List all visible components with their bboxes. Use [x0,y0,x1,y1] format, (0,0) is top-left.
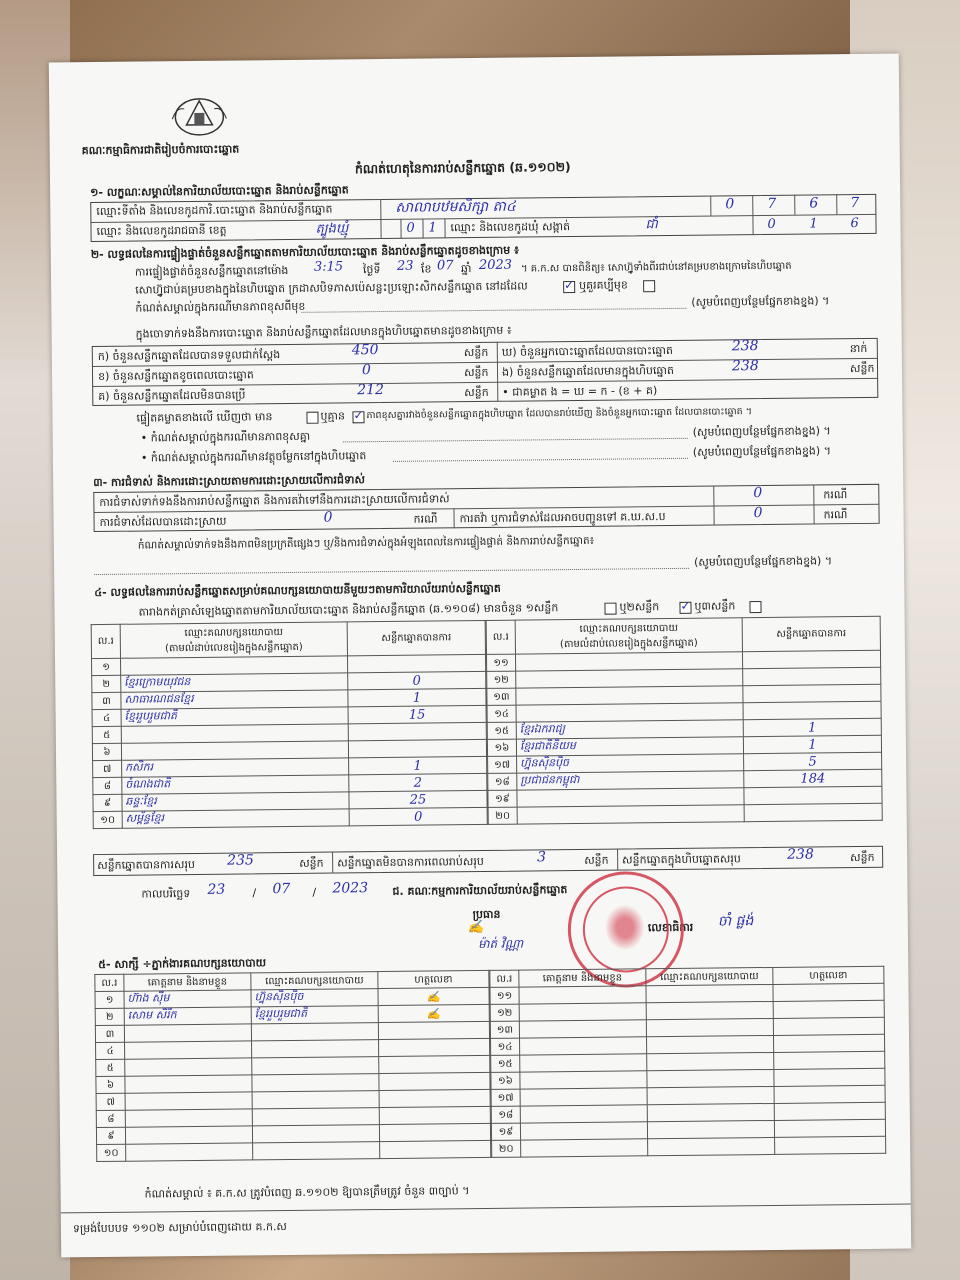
result-votes: 184 [744,769,882,787]
witness-no: ១១ [490,987,519,1004]
total-valid: 235 [227,852,254,869]
sheet-count-intro: តារាងកត់ត្រាសំឡេងឆ្នោតតាមការិយាល័យបោះឆ្នោត និងរាប់សន្លឹកឆ្នោត (ឆ.១១០៨) មានចំនួន ១សន្លឹក [138,601,559,619]
sec4-heading: ៤- លទ្ធផលនៃការរាប់សន្លឹកឆ្នោតសម្រាប់គណបក្សនយោបាយនីមួយៗតាមការិយាល័យរាប់សន្លឹកឆ្នោត [94,581,501,600]
witness-name [125,1058,252,1076]
site-label: ឈ្មោះទីតាំង និងលេខកូដការិ.បោះឆ្នោត និងរាប់សន្លឹកឆ្នោត [96,202,333,218]
witness-name [521,1139,648,1157]
witness-table-right [489,966,886,1158]
results-table-right [486,616,883,825]
total-invalid-label: សន្លឹកឆ្នោតមិនបានការពេលរាប់សរុប [337,854,484,870]
w-col-no: ល.រ [490,970,519,987]
result-party: ខ្មែរជាតិនិយម [516,737,743,756]
kha-unit: សន្លឹក [463,365,489,380]
province-label: ឈ្មោះ និងលេខកូដរាជធានី ខេត្ត [96,223,227,238]
witness-signature [773,983,884,1001]
result-no: ១ [92,658,121,675]
result-votes [347,654,485,672]
changed-checkbox[interactable] [643,280,655,292]
witness-party [252,1091,379,1109]
commune-value: ជាំ [645,217,658,233]
total-box-label: សន្លឹកឆ្នោតក្នុងហិបឆ្នោតសរុប [622,852,741,867]
result-votes [743,667,881,685]
result-votes: 0 [349,807,487,825]
result-party: ឆន្ទៈខ្មែរ [122,792,349,811]
witness-row [97,1140,491,1161]
result-no: ២០ [488,807,517,824]
verify-line-2: សោហ្វ៊ូជាប់គម្របខាងក្នុងនៃហិបឆ្នោត ក្រដាសបិទភាសប៉េសន្លះប្រឡោះសិកសន្លឹកឆ្នោត នៅដដែល [135,279,528,297]
witness-signature [775,1136,886,1154]
sec5-heading: ៥- សាក្សី ÷ភ្នាក់ងារគណបក្សនយោបាយ [98,956,267,972]
result-no: ៣ [92,692,121,709]
date-month: 07 [272,881,291,898]
result-row [488,803,882,824]
w-col-sig: ហត្ថលេខា [773,966,884,984]
witness-party [646,1018,773,1036]
total-invalid: 3 [537,849,547,866]
form-title: កំណត់ហេតុនៃការរាប់សន្លឹកឆ្នោត (ឆ.១១០២) [354,159,571,177]
objection-unit: ករណី [823,488,848,502]
date-year: 2023 [332,880,369,897]
result-no: ៩ [93,794,122,811]
witness-party [252,1125,379,1143]
two-sheet-checkbox[interactable] [679,602,691,614]
result-party: ខ្មែរក្រោមយុវជន [121,673,348,692]
result-row [93,807,487,828]
witness-signature [774,1119,885,1137]
witness-name [520,1037,647,1055]
witness-party: ខ្មែររួបរួមជាតិ [251,1006,378,1024]
object-bullet: • កំណត់សម្គាល់ក្នុងករណីមានវត្ថុចម្លែកនៅក្នុងហិបឆ្នោត [140,449,367,465]
witness-party [252,1108,379,1126]
three-sheet-checkbox[interactable] [749,601,761,613]
unchanged-checkbox[interactable] [563,281,575,293]
witness-signature [379,1038,490,1056]
result-no: ១៤ [487,705,516,722]
witness-signature [379,1123,490,1141]
ngo-label: ង) ចំនួនសន្លឹកឆ្នោតដែលមានក្នុងហិបឆ្នោត [501,363,674,379]
witness-no: ៤ [96,1042,125,1059]
footer-note: កំណត់សម្គាល់ ៖ គ.ក.ស ត្រូវបំពេញ ឆ.១១០២ ឱ្យបានត្រឹមត្រូវ ចំនួន ៣ច្បាប់ ។ [144,1184,470,1201]
witness-signature [773,1000,884,1018]
site-code-2: 7 [767,195,777,212]
witness-signature [379,1089,490,1107]
witness-no: ៣ [95,1025,124,1042]
results-table-left [91,620,488,829]
col-party-sub: (តាមលំដាប់លេខរៀងក្នុងសន្លឹកឆ្នោត) [559,637,698,650]
one-sheet-checkbox[interactable] [604,603,616,615]
witness-party [251,1023,378,1041]
w-col-sig: ហត្ថលេខា [378,970,489,988]
secretary-name: ចាំ ផ្លង់ [717,913,754,930]
col-no: ល.រ [91,624,120,658]
appeal-unit: ករណី [823,508,848,522]
date-sep-2: / [312,885,317,899]
result-votes: 5 [744,752,882,770]
witness-name [520,1054,647,1072]
result-party: ខ្មែររួបរួមជាតិ [121,707,348,726]
witness-no: ២ [95,1008,124,1025]
witness-right-rows [490,983,886,1157]
ko-unit: សន្លឹក [464,385,489,400]
witness-signature [379,1106,490,1124]
result-no: ៨ [93,777,122,794]
result-votes [744,803,882,821]
witness-no: ១៤ [491,1038,520,1055]
col-votes: សន្លឹកឆ្នោតបានការ [742,616,880,651]
objection-label: ការជំទាស់ទាក់ទងនឹងការរាប់សន្លឹកឆ្នោត និងការតវ៉ាទៅនឹងការដោះស្រាយលើការជំទាស់ [99,492,450,509]
site-code-3: 6 [809,195,819,212]
witness-signature: ✍ [378,1004,489,1022]
witness-no: ១៨ [491,1106,520,1123]
commune-label: ឈ្មោះ និងលេខកូដឃុំ សង្កាត់ [450,220,571,235]
result-votes: 1 [743,735,881,753]
result-no: ៤ [92,709,121,726]
result-no: ២ [92,675,121,692]
gap-note-tail: ភាពខុសគ្នារវាងចំនួនសន្លឹកឆ្នោតក្នុងហិបឆ្នោត ដែលបានរាប់ឃើញ និងចំនួនអ្នកបោះឆ្នោត ដែលបានបោះឆ្នោត ។ [366,406,753,422]
witness-party [647,1052,774,1070]
ka-unit: សន្លឹក [463,345,489,360]
resolved-value: 0 [323,509,333,526]
appeal-label: ការតវ៉ា ឬការជំទាស់ដែលអាចបញ្ជូនទៅ គ.ឃ.ស.ប [459,510,666,526]
result-party [517,805,744,824]
province-value: ត្បូងឃ្មុំ [315,221,349,237]
diff-bullet: • កំណត់សម្គាល់ក្នុងករណីមានភាពខុសគ្នា [140,429,311,445]
count-intro: ក្នុងចោទាក់ទងនឹងការបោះឆ្នោត និងរាប់សន្លឹកឆ្នោតដែលមានក្នុងហិបឆ្នោតមានដូចខាងក្រោម ៖ [135,323,512,341]
result-no: ១៨ [488,773,517,790]
witness-name [125,1041,252,1059]
witness-party [252,1074,379,1092]
witness-name [520,1071,647,1089]
secretary-label: លេខាធិការ [647,920,694,935]
result-votes: 1 [348,688,486,706]
witness-no: ៧ [96,1093,125,1110]
col-party-text: ឈ្មោះគណបក្សនយោបាយ [184,626,284,639]
two-sheet-label: ឬ២សន្លឹក [619,600,660,614]
witness-no: ១៥ [491,1055,520,1072]
ko-label: គ) ចំនួនសន្លឹកឆ្នោតដែលមិនបានប្រើ [98,388,246,403]
result-no: ៥ [92,726,121,743]
witness-name [126,1143,253,1161]
totals-row [93,846,883,876]
total-box-unit: សន្លឹក [850,850,875,865]
objection-value: 0 [753,485,763,502]
total-valid-unit: សន្លឹក [299,856,324,870]
witness-no: ១៣ [490,1021,519,1038]
witness-name [125,1075,252,1093]
org-name: គណៈកម្មាធិការជាតិរៀបចំការបោះឆ្នោត [81,142,240,158]
verify-year: 2023 [478,257,513,273]
witness-party: ហ្វ៊ុនស៊ិនប៉ិច [251,989,378,1007]
witness-no: ៨ [96,1110,125,1127]
right-rows [486,650,882,824]
form-sheet [49,54,911,1258]
col-party-text: ឈ្មោះគណបក្សនយោបាយ [579,622,678,635]
witness-no: ៦ [96,1076,125,1093]
ka-value: 450 [351,342,379,359]
chief-name: ម៉ាត់ វិណ្ណា [477,936,524,952]
year-label: ឆ្នាំ [460,262,472,276]
site-code-1: 0 [725,196,735,213]
witness-no: ១៧ [491,1089,520,1106]
kho-unit: នាក់ [849,341,868,356]
result-party: សម្ព័ន្ធខ្មែរ [122,809,349,828]
result-no: ១៧ [488,756,517,773]
witness-name: ហ៊ាង ស៊ីម [124,990,251,1008]
witness-party [646,984,773,1002]
committee-label: ជ. គណៈកម្មការការិយាល័យរាប់សន្លឹកឆ្នោត [392,883,568,898]
commune-code-3: 6 [850,216,859,232]
witness-name [520,1088,647,1106]
gap-no-label: ឬគ្មាន [320,409,346,423]
province-code-2: 1 [428,220,437,236]
witness-signature [774,1102,885,1120]
w-col-no: ល.រ [95,974,124,991]
month-label: ខែ [420,262,432,276]
ngo-value: 238 [731,358,759,375]
result-votes [348,722,486,740]
witness-name [125,1126,252,1144]
verify-line-tail: ។ គ.ក.ស បានពិនិត្យ៖ សោហ្វ៊ូទាំងពីរជាប់នៅគម្របខាងក្រោមនៃហិបឆ្នោត [520,260,792,275]
verify-month: 07 [436,258,454,274]
witness-name [519,1003,646,1021]
date-sep-1: / [252,886,257,900]
result-votes [743,684,881,702]
witness-table-left [94,970,491,1162]
witness-signature [773,1017,884,1035]
result-votes [744,786,882,804]
day-label: ថ្ងៃទី [362,263,381,277]
date-label: កាលបរិច្ឆេទ [141,887,191,901]
witness-party [646,1001,773,1019]
total-invalid-unit: សន្លឹក [584,853,609,867]
col-party [515,618,742,654]
witness-party [647,1069,774,1087]
witness-signature [774,1085,885,1103]
witness-signature [379,1072,490,1090]
result-no: ១៥ [487,722,516,739]
col-party [120,622,347,658]
col-no: ល.រ [486,620,515,654]
verify-time: 3:15 [313,259,344,275]
ngo-unit: សន្លឹក [849,361,875,376]
witness-no: ៥ [96,1059,125,1076]
result-votes: 2 [349,773,487,791]
date-day: 23 [207,881,226,898]
fill-note-1: (សូមបំពេញបន្ថែមផ្នែកខាងខ្នង) ។ [691,294,830,309]
witness-party [647,1035,774,1053]
witness-left-rows [95,987,491,1161]
witness-name [125,1092,252,1110]
sec3-heading: ៣- ការជំទាស់ និងការដោះស្រាយតាមការដោះស្រាយលើការជំទាស់ [93,473,365,490]
witness-name [519,1020,646,1038]
witness-party [252,1057,379,1075]
witness-signature: ✍ [378,987,489,1005]
fill-note-4: (សូមបំពេញបន្ថែមផ្នែកខាងខ្នង) ។ [693,554,833,569]
verify-line-label: ការផ្ទៀងផ្ទាត់ចំនួនសន្លឹកឆ្នោតនៅម៉ោង [134,263,289,279]
witness-row [492,1136,886,1157]
chief-label: ប្រធាន [472,907,501,922]
left-rows [92,654,488,828]
col-party-sub: (តាមលំដាប់លេខរៀងក្នុងសន្លឹកឆ្នោត) [164,641,303,654]
witness-party [252,1040,379,1058]
col-votes: សន្លឹកឆ្នោតបានការ [347,620,485,655]
witness-party [647,1120,774,1138]
formula: • ជាគម្លាត ង = ឃ = ក - (ខ + គ) [502,384,658,399]
w-col-name: គោត្តនាម និងនាមខ្លួន [519,969,646,987]
gap-yes-checkbox[interactable] [306,412,318,424]
result-votes [743,701,881,719]
witness-no: ២០ [492,1140,521,1157]
result-no: ១៩ [488,790,517,807]
witness-no: ១៩ [491,1123,520,1140]
result-party: ខ្មែរឯករាជ្យ [516,720,743,739]
witness-signature [380,1140,491,1158]
resolved-label: ការជំទាស់ដែលបានដោះស្រាយ [99,514,227,529]
result-votes: 0 [348,671,486,689]
verify-day: 23 [396,258,414,274]
diff-note-label: កំណត់សម្គាល់ក្នុងករណីមានភាពខុសពីមុខ [135,299,306,315]
witness-signature [774,1051,885,1069]
witness-party [253,1142,380,1160]
irregularity-note: កំណត់សម្គាល់ទាក់ទងនឹងភាពមិនប្រក្រតីផ្សេងៗ ឬ/និងការជំទាស់ក្នុងអំឡុងពេលនៃការផ្ទៀងផ្ទាត់ និងការរាប់សន្លឹកឆ្នោត៖ [137,534,595,552]
witness-signature [378,1021,489,1039]
witness-no: ១ [95,991,124,1008]
result-no: ១៦ [487,739,516,756]
result-party: ហ្វ៊ុនស៊ិនប៉ិច [517,754,744,773]
result-votes: 1 [743,718,881,736]
result-party: ចំណងជាតិ [122,775,349,794]
kho-value: 238 [731,338,759,355]
commune-code-2: 1 [809,216,818,232]
witness-no: ១២ [490,1004,519,1021]
gap-note: ផ្ទៀតគម្លាតខាងលើ ឃើញថា មាន [136,410,273,425]
total-valid-label: សន្លឹកឆ្នោតបានការសរុប [97,857,196,873]
fill-note-2: (សូមបំពេញបន្ថែមផ្នែកខាងខ្នង) ។ [692,424,831,439]
form-code: ទម្រង់បែបបទ ១១០២ សម្រាប់បំពេញដោយ គ.ក.ស [72,1220,287,1236]
result-no: ១១ [486,654,515,671]
result-votes [348,739,486,757]
w-col-party: ឈ្មោះគណបក្សនយោបាយ [646,967,773,985]
result-party: ប្រជាជនកម្ពុជា [517,771,744,790]
province-code-1: 0 [406,220,415,236]
site-code-4: 7 [850,195,860,212]
kha-value: 0 [361,362,372,379]
result-no: ៦ [92,743,121,760]
total-box: 238 [787,846,814,863]
witness-no: ១៦ [491,1072,520,1089]
result-no: ៧ [93,760,122,777]
result-votes [742,650,880,668]
w-col-name: គោត្តនាម និងនាមខ្លួន [124,973,251,991]
emblem-icon [164,89,235,140]
witness-party [647,1086,774,1104]
result-votes: 1 [349,756,487,774]
witness-signature [774,1068,885,1086]
gap-no-checkbox[interactable] [352,411,364,423]
sec2-heading: ២- លទ្ធផលនៃការផ្ទៀងផ្ទាត់ចំនួនសន្លឹកឆ្នោតតាមការិយាល័យបោះឆ្នោត និងរាប់សន្លឹកឆ្នោតដូចខាងក្រោម ៖ [90,243,519,262]
commune-code-1: 0 [767,216,776,232]
sec1-heading: ១- លក្ខណៈសម្គាល់នៃការិយាល័យបោះឆ្នោត និងរាប់សន្លឹកឆ្នោត [90,183,349,200]
witness-no: ៩ [96,1127,125,1144]
chief-signature: ✍ [467,919,485,936]
three-sheet-label: ឬ៣សន្លឹក [694,599,736,613]
result-party: កសិករ [122,758,349,777]
ko-value: 212 [357,381,385,399]
witness-name [519,986,646,1004]
witness-name [520,1122,647,1140]
result-no: ១០ [93,811,122,828]
witness-name [520,1105,647,1123]
site-value: សាលាបឋមសិក្សា តា៤ [395,198,516,216]
resolved-unit: ករណី [413,512,438,526]
kho-label: ឃ) ចំនួនអ្នកបោះឆ្នោតដែលបានបោះឆ្នោត [501,343,673,359]
appeal-value: 0 [753,505,763,522]
witness-name [124,1024,251,1042]
witness-name: សោម សិរីក [124,1007,251,1025]
result-no: ១២ [487,671,516,688]
witness-signature [379,1055,490,1073]
kha-label: ខ) ចំនួនសន្លឹកឆ្នោតខូចពេលបោះឆ្នោត [97,368,254,383]
w-col-party: ឈ្មោះគណបក្សនយោបាយ [251,972,378,990]
witness-no: ១០ [97,1144,126,1161]
result-no: ១៣ [487,688,516,705]
witness-signature [773,1034,884,1052]
result-votes: 25 [349,790,487,808]
witness-party [647,1103,774,1121]
ka-label: ក) ចំនួនសន្លឹកឆ្នោតដែលបានទទួលជាក់ស្តែង [97,348,281,363]
fill-note-3: (សូមបំពេញបន្ថែមផ្នែកខាងខ្នង) ។ [692,444,831,459]
result-party: សាធារណជនខ្មែរ [121,690,348,709]
witness-name [125,1109,252,1127]
changed-label: ឬគួរគប្បីមុខ [579,278,628,292]
witness-party [648,1137,775,1155]
result-votes: 15 [348,705,486,723]
